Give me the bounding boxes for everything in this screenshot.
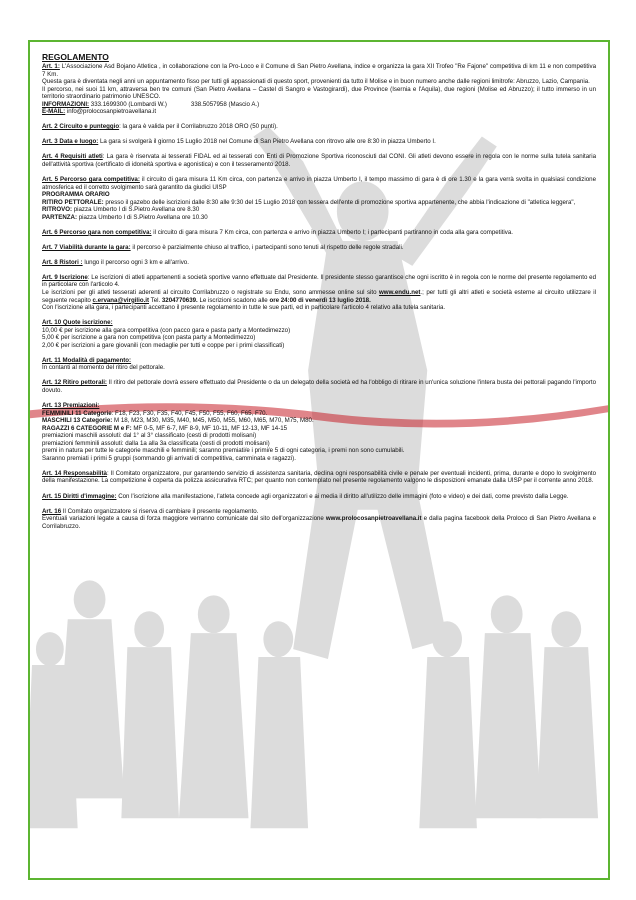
programma-orario: PROGRAMMA ORARIO [42,191,110,199]
fee-item: 10,00 € per iscrizione alla gara competitiva (con pacco gara e pasta party a Montedimezzo) [42,326,291,334]
article-11-text: In contanti al momento del ritiro del pettorale. [42,364,165,372]
article-9-paragraph-2: Le iscrizioni per gli atleti tesserati aderenti al circuito Corrilabruzzo o registrate su Endu, sono ammesse online sul sito www.endu.net.; per tutti gli altri atleti e società esterne al circuito utilizzare il seguente recapito c.ervana@virgilio.it Tel. 3204770639. Le iscrizioni scadono alle ore 24:00 di venerdì 13 luglio 2018. [42,289,596,304]
youth-categories: RAGAZZI 6 CATEGORIE M e F: MF 0-5, MF 6-7, MF 8-9, MF 10-11, MF 12-13, MF 14-15 [42,424,288,432]
article-13-head: Art. 13 Premiazioni: [42,402,100,410]
article-16-paragraph-2: Eventuali variazioni legate a causa di forza maggiore verranno comunicate dal sito dell'organizzazione www.prolocosanpietroavellana.it e dalla pagina facebook della Proloco di San Pietro Avellana e Corrilabruzzo. [42,515,596,530]
article-8: Art. 8 Ristori : lungo il percorso ogni 3 km e all'arrivo. [42,258,189,266]
article-11-head: Art. 11 Modalità di pagamento: [42,356,132,364]
info-line: INFORMAZIONI: 333.1699300 (Lombardi W.) 338.5057958 (Mascio A.) [42,100,260,108]
article-9-paragraph-3: Con l'iscrizione alla gara, i partecipanti accettano il presente regolamento in tutte le sue parti, ed in particolare l'articolo 4 relativo alla tutela sanitaria. [42,304,446,312]
award-line: premiazioni femminili assoluti: dalla 1a alla 3a classificata (cesti di prodotti molisani) [42,439,270,447]
email-line: E-MAIL: info@prolocosanpietroavellana.it [42,108,157,116]
award-line: premiazioni maschili assoluti: dal 1° al 3° classificato (cesti di prodotti molisani) [42,432,257,440]
article-1-paragraph-3: Il percorso, nei suoi 11 km, attraversa ben tre comuni (San Pietro Avellana – Castel di Sangro e Vastogirardi), due Province (Isernia e l'Aquila), due regioni (Molise ed Abruzzo); il tutto immerso in un territorio straordinario patrimonio UNESCO. [42,85,596,101]
award-line: Saranno premiati i primi 5 gruppi (sommando gli arrivati di competitiva, camminata e ragazzi). [42,454,296,462]
article-16: Art. 16 Il Comitato organizzatore si riserva di cambiare il presente regolamento. [42,507,259,515]
article-12: Art. 12 Ritiro pettorali: Il ritiro del pettorale dovrà essere effettuato dal Presidente o da un delegato della società ed ha l'obbligo di ritirare in un'unica soluzione l'intera busta dei pettorali pagando l'importo dovuto. [42,379,597,394]
endu-link[interactable]: www.endu.net [379,289,421,297]
page-title: REGOLAMENTO [42,52,109,62]
article-2: Art. 2 Circuito e punteggio: la gara è valida per il Corrilabruzzo 2018 ORO (50 punti). [42,123,278,131]
article-10-head: Art. 10 Quote iscrizione: [42,319,113,327]
article-3: Art. 3 Data e luogo: La gara si svolgerà il giorno 15 Luglio 2018 nel Comune di San Pietro Avellana con ritrovo alle ore 8:30 in piazza Umberto I. [42,138,436,146]
article-14: Art. 14 Responsabilità: Il Comitato organizzatore, pur garantendo servizio di assistenza sanitaria, declina ogni responsabilità civile e penale per eventuali incidenti, prima, durante e dopo lo svolgimento della manifestazione. La competizione è coperta da polizza assicurativa RTC; per quanto non contemplato nel presente regolamento valgono le disposizioni emanate dalla UISP per il corrente anno 2018. [42,469,596,485]
fee-item: 2,00 € per iscrizioni a gare giovanili (con medaglie per tutti e coppe per i primi classificati) [42,341,285,349]
article-9: Art. 9 Iscrizione: Le iscrizioni di atleti appartenenti a società sportive vanno effettuate dal Presidente. Il presidente stesso garantisce che ogni iscritto è in regola con le norme del presente regolamento ed in particolare con l'articolo 4. [42,273,596,289]
fee-item: 5,00 € per iscrizione a gara non competitiva (con pasta party a Montedimezzo) [42,334,256,342]
article-6: Art. 6 Percorso gara non competitiva: il circuito di gara misura 7 Km circa, con partenza e arrivo in piazza Umberto I; i partecipanti partiranno in coda alla gara competitiva. [42,228,513,236]
partenza: PARTENZA: piazza Umberto I di S.Pietro Avellana ore 10.30 [42,213,208,221]
ritiro-pettorale: RITIRO PETTORALE: presso il gazebo delle iscrizioni dalle 8:30 alle 9:30 del 15 Luglio 2018 con tessera dell'ente di promozione sportiva appartenente, che abbia l'indicazione di "atletica leggera", [42,198,576,206]
article-1: Art. 1: L'Associazione Asd Bojano Atletica , in collaborazione con la Pro-Loco e il Comune di San Pietro Avellana, indice e organizza la gara XII Trofeo "Re Fajone" competitiva di km 11 e non competitiva 7 Km. [42,63,596,78]
article-7: Art. 7 Viabilità durante la gara: il percorso è parzialmente chiuso al traffico, i partecipanti sono tenuti al rispetto delle regole stradali. [42,243,404,251]
article-15: Art. 15 Diritti d'immagine: Con l'iscrizione alla manifestazione, l'atleta concede agli organizzatori e ai media il diritto all'utilizzo delle immagini (foto e video) e dei dati, come previsto dalla Legge. [42,492,569,500]
regulation-text [42,52,596,530]
contact-email-link[interactable]: c.ervana@virgilio.it [92,296,150,304]
article-5: Art. 5 Percorso gara competitiva: il circuito di gara misura 11 Km circa, con partenza e arrivo in piazza Umberto I, il tempo massimo di gara è di ore 1.30 e la gara verrà svolta in qualsiasi condizione atmosferica ed il corretto svolgimento sarà garantito da giudici UISP [42,176,596,191]
email-link[interactable]: info@prolocosanpietroavellana.it [65,108,157,116]
award-line: premi in natura per tutte le categorie maschili e femminili; saranno premiati/e i primi/e 5 di ogni categoria, i premi non sono cumulabili. [42,447,405,455]
page-frame [28,40,610,880]
female-categories: FEMMINILI 11 Categorie: F18, F23, F30, F35, F40, F45, F50, F55, F60, F65, F70. [42,409,268,417]
male-categories: MASCHILI 13 Categorie: M 18, M23, M30, M35, M40, M45, M50, M55, M60, M65, M70, M75, M80. [42,417,314,425]
proloco-site-link[interactable]: www.prolocosanpietroavellana.it [325,515,422,523]
article-1-paragraph-2: Questa gara è diventata negli anni un appuntamento fisso per tutti gli appassionati di questo sport, provenienti da tutto il Molise e in buon numero anche dalle regioni limitrofe: Abruzzo, Lazio, Campania. [42,78,590,86]
ritrovo: RITROVO: piazza Umberto I di S.Pietro Avellana ore 8.30 [42,206,200,214]
article-4: Art. 4 Requisiti atleti: La gara è riservata ai tesserati FIDAL ed ai tesserati con Enti di Promozione Sportiva riconosciuti dal CONI. Gli atleti devono essere in regola con le norme sulla tutela sanitaria dell'attività sportiva (certificato di idoneità sportiva e agonistica) e con il tesseramento 2018. [42,153,596,168]
